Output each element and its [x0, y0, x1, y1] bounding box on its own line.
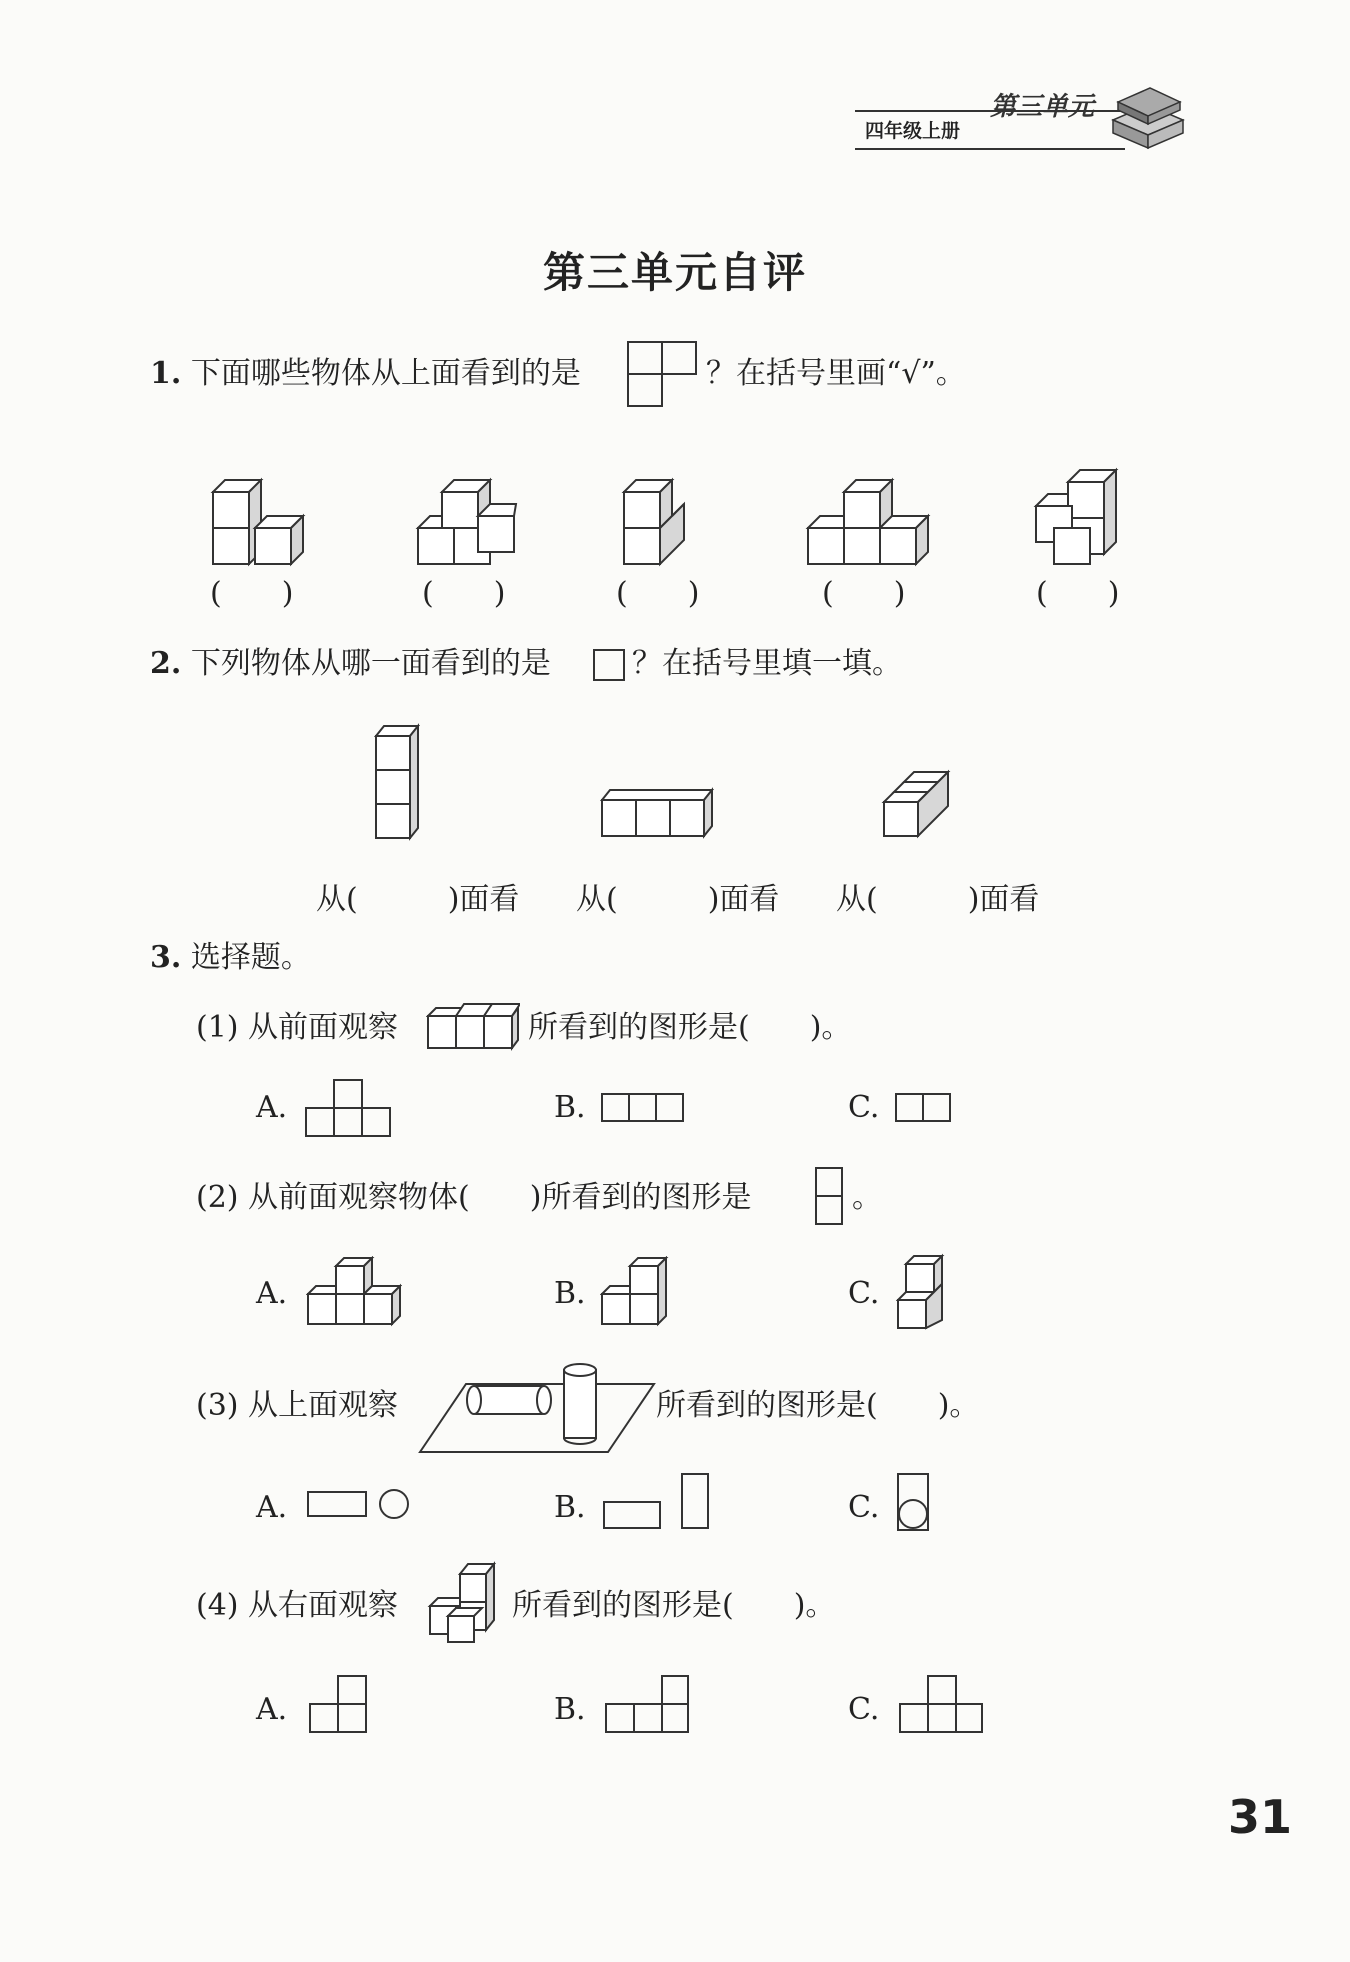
q1-top-view-shape	[626, 340, 698, 410]
q2-figure-row	[598, 786, 718, 842]
q3-1-option-b-shape	[600, 1092, 686, 1124]
q3-1-option-c-shape	[894, 1092, 954, 1124]
q1-answer-2[interactable]: ( )	[422, 576, 506, 611]
q3-1-option-a-shape	[304, 1078, 392, 1138]
q3-3-option-a[interactable]: A.	[256, 1490, 288, 1525]
q3-3-text-after: 所看到的图形是( )。	[656, 1388, 980, 1423]
q3-1-option-b[interactable]: B.	[554, 1090, 586, 1125]
q1-text-before: 下面哪些物体从上面看到的是	[190, 356, 581, 391]
q3-2-option-a[interactable]: A.	[256, 1276, 288, 1311]
q2-label-1[interactable]: 从( )面看	[316, 882, 520, 917]
q3-2-option-a-shape	[306, 1256, 402, 1328]
q1-figure-2	[412, 462, 522, 570]
q1-answer-4[interactable]: ( )	[822, 576, 906, 611]
q3-4-option-c[interactable]: C.	[848, 1692, 880, 1727]
books-icon	[1108, 80, 1188, 152]
q3-2-option-b-shape	[600, 1256, 670, 1328]
q3-4-object	[426, 1560, 508, 1646]
q1-prompt	[150, 354, 581, 394]
q1-figure-1	[205, 470, 315, 570]
q3-3-option-b[interactable]: B.	[554, 1490, 586, 1525]
q1-answer-1[interactable]: ( )	[210, 576, 294, 611]
q3-1-text-after: 所看到的图形是( )。	[528, 1010, 852, 1045]
q3-4-option-b-shape	[602, 1672, 692, 1736]
page-number: 31	[1228, 1790, 1293, 1844]
q2-text-after: ？在括号里填一填。	[632, 646, 902, 681]
q3-4-option-a-shape	[306, 1672, 370, 1736]
q3-4-text-before: (4) 从右面观察	[196, 1588, 399, 1623]
q3-number: 3.	[150, 940, 182, 975]
q3-3-object	[418, 1356, 658, 1456]
q2-label-3[interactable]: 从( )面看	[836, 882, 1040, 917]
grade-label: 四年级上册	[865, 120, 961, 142]
q3-2-option-b[interactable]: B.	[554, 1276, 586, 1311]
q3-3-option-b-shape	[600, 1470, 716, 1534]
q3-2-option-c[interactable]: C.	[848, 1276, 880, 1311]
q1-figure-4	[802, 470, 932, 570]
q2-number: 2.	[150, 646, 182, 681]
q3-prompt	[150, 938, 311, 978]
q2-square-shape	[592, 648, 626, 682]
q3-text: 选择题。	[190, 940, 311, 975]
q1-figure-5	[1030, 462, 1120, 570]
q3-1-object	[426, 1000, 520, 1052]
q1-number: 1.	[150, 356, 182, 391]
q1-answer-5[interactable]: ( )	[1036, 576, 1120, 611]
q2-label-2[interactable]: 从( )面看	[576, 882, 780, 917]
unit-label: 第三单元	[990, 92, 1095, 122]
q3-3-option-a-shape	[304, 1486, 414, 1522]
q1-figure-3	[618, 470, 698, 570]
q3-2-text-after: 。	[852, 1180, 882, 1215]
q3-4-option-a[interactable]: A.	[256, 1692, 288, 1727]
q3-1-option-a[interactable]: A.	[256, 1090, 288, 1125]
q3-2-option-c-shape	[896, 1252, 946, 1332]
q3-3-option-c-shape	[894, 1470, 934, 1534]
page-title: 第三单元自评	[542, 248, 807, 297]
q3-1-option-c[interactable]: C.	[848, 1090, 880, 1125]
q3-2-text-before: (2) 从前面观察物体( )所看到的图形是	[196, 1180, 752, 1215]
q1-answer-3[interactable]: ( )	[616, 576, 700, 611]
q3-4-option-b[interactable]: B.	[554, 1692, 586, 1727]
q3-1-text-before: (1) 从前面观察	[196, 1010, 399, 1045]
q2-prompt	[150, 644, 551, 684]
q3-2-target-shape	[814, 1166, 846, 1228]
q2-figure-depth	[880, 766, 960, 842]
q3-3-option-c[interactable]: C.	[848, 1490, 880, 1525]
q1-text-after: ？在括号里画“√”。	[706, 356, 966, 391]
q2-figure-column	[370, 722, 430, 842]
q3-3-text-before: (3) 从上面观察	[196, 1388, 399, 1423]
q2-text-before: 下列物体从哪一面看到的是	[190, 646, 551, 681]
q3-4-text-after: 所看到的图形是( )。	[512, 1588, 836, 1623]
q3-4-option-c-shape	[896, 1672, 986, 1736]
